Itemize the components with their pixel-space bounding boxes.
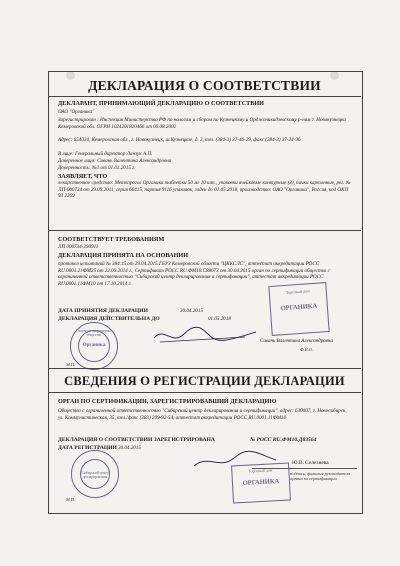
divider xyxy=(48,368,361,369)
declares-heading: ЗАЯВЛЯЕТ, ЧТО xyxy=(58,173,108,180)
basis-heading: ДЕКЛАРАЦИЯ ПРИНЯТА НА ОСНОВАНИИ xyxy=(58,252,189,259)
divider xyxy=(48,230,361,231)
head-caption: подпись, фамилия руководителя органа по сертификации xyxy=(290,471,351,481)
applicant-address: Адрес: 654034, Кемеровская обл., г. Новокузнецк, ш.Кузнецкое, д. 3, тел. (384-3) 37-46-29, факс (384-3) 37-24-96 xyxy=(58,137,301,143)
signer-caption: Ф.И.О. xyxy=(300,347,314,352)
accepted-date-label: ДАТА ПРИНЯТИЯ ДЕКЛАРАЦИИ xyxy=(58,308,148,314)
declares-text: лекарственное средство: Метопрогол Органика таблетки 50 мг 10 шт., упаковки ячейковые контурные (3), пачки картонные, рег. № ЛП-000734 от 29.09.2011, серия 60415, партия 9116 упаковок, годен до 01.05.2018, производство: ОАО "Органика", Россия, код ОКП 93 2269 xyxy=(58,180,351,200)
applicant-director: В лице: Генеральный директор Ланзук А.П. xyxy=(58,151,153,157)
registration-date: 30.04.2015 xyxy=(118,445,141,451)
declarant-signature xyxy=(150,322,260,348)
organika-round-stamp: Открытое акционерное общество Органика xyxy=(70,322,118,370)
cert-body-heading: ОРГАН ПО СЕРТИФИКАЦИИ, ЗАРЕГИСТРИРОВАВШИЙ ДЕКЛАРАЦИЮ xyxy=(58,398,277,405)
applicant-heading: ДЕКЛАРАНТ, ПРИНИМАЮЩИЙ ДЕКЛАРАЦИЮ О СООТВЕТСТВИИ xyxy=(58,100,264,107)
organika-rect-stamp: Торговый дом ОРГАНИКА xyxy=(268,282,329,336)
declarant-name: Сивань Валентина Александровна xyxy=(260,339,333,344)
mp-label-bottom: М.П. xyxy=(66,497,76,502)
power-of-attorney: Доверенность: №1 от 01.01.2015 г. xyxy=(58,165,136,171)
applicant-trustee: Доверенное лицо: Сивань Валентина Александровна xyxy=(58,158,172,164)
certification-round-stamp: Сибирский центр декларирования xyxy=(71,450,119,498)
applicant-registration: Зарегистрирован : Инспекция Министерства РФ по налогам и сборам по Кузнецкому и Орджоникидзевскому р-нам г. Новокузнецка Кемеровской обл. ОГРН 1024201820466 от 09.08.2002 xyxy=(58,117,346,130)
compliance-text: ЛП 000734-290911 xyxy=(58,244,99,250)
mp-label: М.П. xyxy=(66,362,76,367)
basis-text: протокол испытаний № 384.15 от 29.04.2015 ГБУЗ Кемеровской области "ЦККСЛС", аттестат аккредитации РОСС RU.0001.21ФМ25 от 22.09.2014 г., Сертификат РОСС RU.ФМ10.С88673 от 30.04.2015 орган по сертификации общество с ограниченной ответственностью "Сибирский центр декларирования и сертификации", аттестат аккредитации РОСС RU.0001.11ФМ10 от 17.10.2014 г. xyxy=(58,261,330,287)
registered-label: ДЕКЛАРАЦИЯ О СООТВЕТСТВИИ ЗАРЕГИСТРИРОВАНА xyxy=(58,437,215,443)
accepted-date: 30.04.2015 xyxy=(180,308,203,314)
registration-date-label: ДАТА РЕГИСТРАЦИИ xyxy=(58,445,117,451)
divider xyxy=(48,96,361,97)
compliance-heading: СООТВЕТСТВУЕТ ТРЕБОВАНИЯМ xyxy=(58,236,165,243)
cert-body-text: Общество с ограниченной ответственностью "Сибирский центр декларирования и сертификации", адрес: 630007, г. Новосибирск, ул. Коммунистическая, 35, тел./факс (383) 209-92-54, аттестат аккредитации РОСС RU.0001.11ФМ10 xyxy=(58,408,347,421)
head-name: Ю.В. Селезнева xyxy=(292,460,329,466)
valid-until-label: ДЕКЛАРАЦИЯ ДЕЙСТВИТЕЛЬНА ДО xyxy=(58,316,160,322)
registration-title: СВЕДЕНИЯ О РЕГИСТРАЦИИ ДЕКЛАРАЦИИ xyxy=(64,374,345,388)
organika-rect-stamp-bottom: Торговый дом ОРГАНИКА xyxy=(231,463,291,504)
declaration-title: ДЕКЛАРАЦИЯ О СООТВЕТСТВИИ xyxy=(88,78,321,93)
registration-number: № РОСС RU.ФМ10.Д83564 xyxy=(250,437,317,443)
divider xyxy=(48,392,361,393)
valid-until-date: 01.05.2018 xyxy=(208,316,231,322)
applicant-name: ОАО "Органика" xyxy=(58,109,95,115)
signature-line xyxy=(252,468,357,469)
